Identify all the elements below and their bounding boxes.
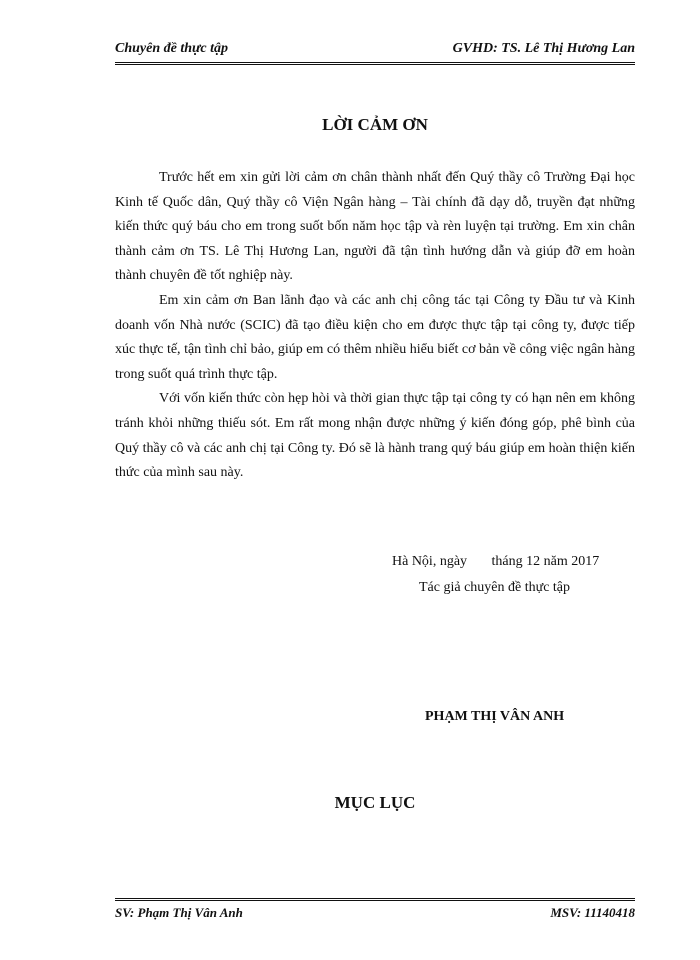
signature-role: Tác giả chuyên đề thực tập: [419, 580, 571, 595]
signature-date: Hà Nội, ngày tháng 12 năm 2017: [392, 554, 600, 569]
footer-student-name: SV: Phạm Thị Vân Anh: [115, 905, 243, 920]
footer-student-id: MSV: 11140418: [550, 905, 635, 920]
acknowledgement-title: LỜI CẢM ƠN: [322, 115, 428, 134]
table-of-contents-title: MỤC LỤC: [334, 793, 416, 812]
acknowledgement-paragraph-2: Em xin cảm ơn Ban lãnh đạo và các anh chị công tác tại Công ty Đầu tư và Kinh doanh vốn Nhà nước (SCIC) đã tạo điều kiện cho em được thực tập tại công ty, được tiếp xúc thực tế, tận tình chỉ bảo, giúp em có thêm nhiều hiểu biết cơ bản về công việc ngân hàng trong suốt quá trình thực tập.: [115, 292, 635, 382]
signature-author-name: PHẠM THỊ VÂN ANH: [425, 709, 565, 724]
acknowledgement-body: [115, 166, 635, 486]
page-footer: [115, 898, 635, 925]
header-supervisor: GVHD: TS. Lê Thị Hương Lan: [452, 41, 635, 56]
acknowledgement-paragraph-3: Với vốn kiến thức còn hẹp hòi và thời gian thực tập tại công ty có hạn nên em không tránh khỏi những thiếu sót. Em rất mong nhận được những ý kiến đóng góp, phê bình của Quý thầy cô và các anh chị tại Công ty. Đó sẽ là hành trang quý báu giúp em hoàn thiện kiến thức của mình sau này.: [115, 391, 635, 481]
header-document-type: Chuyên đề thực tập: [115, 41, 229, 56]
acknowledgement-paragraph-1: Trước hết em xin gửi lời cảm ơn chân thành nhất đến Quý thầy cô Trường Đại học Kinh tế Quốc dân, Quý thầy cô Viện Ngân hàng – Tài chính đã dạy dỗ, truyền đạt những kiến thức quý báu cho em trong suốt bốn năm học tập và rèn luyện tại trường. Em xin chân thành cảm ơn TS. Lê Thị Hương Lan, người đã tận tình hướng dẫn và giúp đỡ em hoàn thành chuyên đề tốt nghiệp này.: [115, 170, 635, 284]
page-header: [115, 38, 635, 65]
